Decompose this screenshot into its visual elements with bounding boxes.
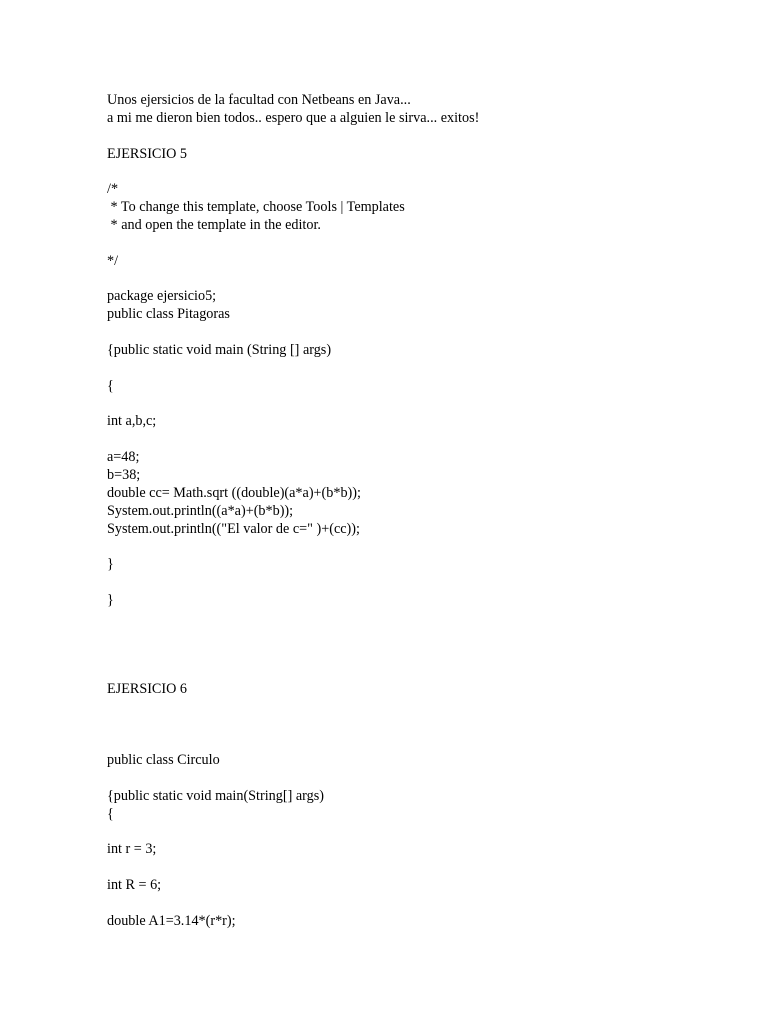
code6-main-decl: {public static void main(String[] args)	[107, 788, 324, 804]
intro-line-1: Unos ejersicios de la facultad con Netbeans en Java...	[107, 92, 411, 108]
code-close-brace-2: }	[107, 592, 114, 608]
code-println-2: System.out.println(("El valor de c=" )+(cc));	[107, 521, 360, 537]
code6-int-R: int R = 6;	[107, 877, 162, 893]
code-comment-line-1: * To change this template, choose Tools | Templates	[107, 199, 405, 215]
code-comment-open: /*	[107, 181, 119, 197]
code-assign-a: a=48;	[107, 449, 140, 465]
code-main-decl: {public static void main (String [] args)	[107, 342, 332, 358]
code-comment-line-2: * and open the template in the editor.	[107, 217, 321, 233]
code6-open-brace: {	[107, 806, 114, 822]
code6-double-a1: double A1=3.14*(r*r);	[107, 913, 236, 929]
code6-class-decl: public class Circulo	[107, 752, 220, 768]
ejercicio5-heading: EJERSICIO 5	[107, 146, 188, 162]
intro-line-2: a mi me dieron bien todos.. espero que a alguien le sirva... exitos!	[107, 110, 480, 126]
code-assign-b: b=38;	[107, 467, 141, 483]
code-close-brace-1: }	[107, 556, 114, 572]
code-package: package ejersicio5;	[107, 288, 217, 304]
code-comment-close: */	[107, 253, 119, 269]
code-int-decl: int a,b,c;	[107, 413, 157, 429]
code-class-decl: public class Pitagoras	[107, 306, 230, 322]
code-double-cc: double cc= Math.sqrt ((double)(a*a)+(b*b));	[107, 485, 361, 501]
code-println-1: System.out.println((a*a)+(b*b));	[107, 503, 294, 519]
code6-int-r: int r = 3;	[107, 841, 157, 857]
ejercicio6-heading: EJERSICIO 6	[107, 681, 188, 697]
code-open-brace: {	[107, 378, 114, 394]
